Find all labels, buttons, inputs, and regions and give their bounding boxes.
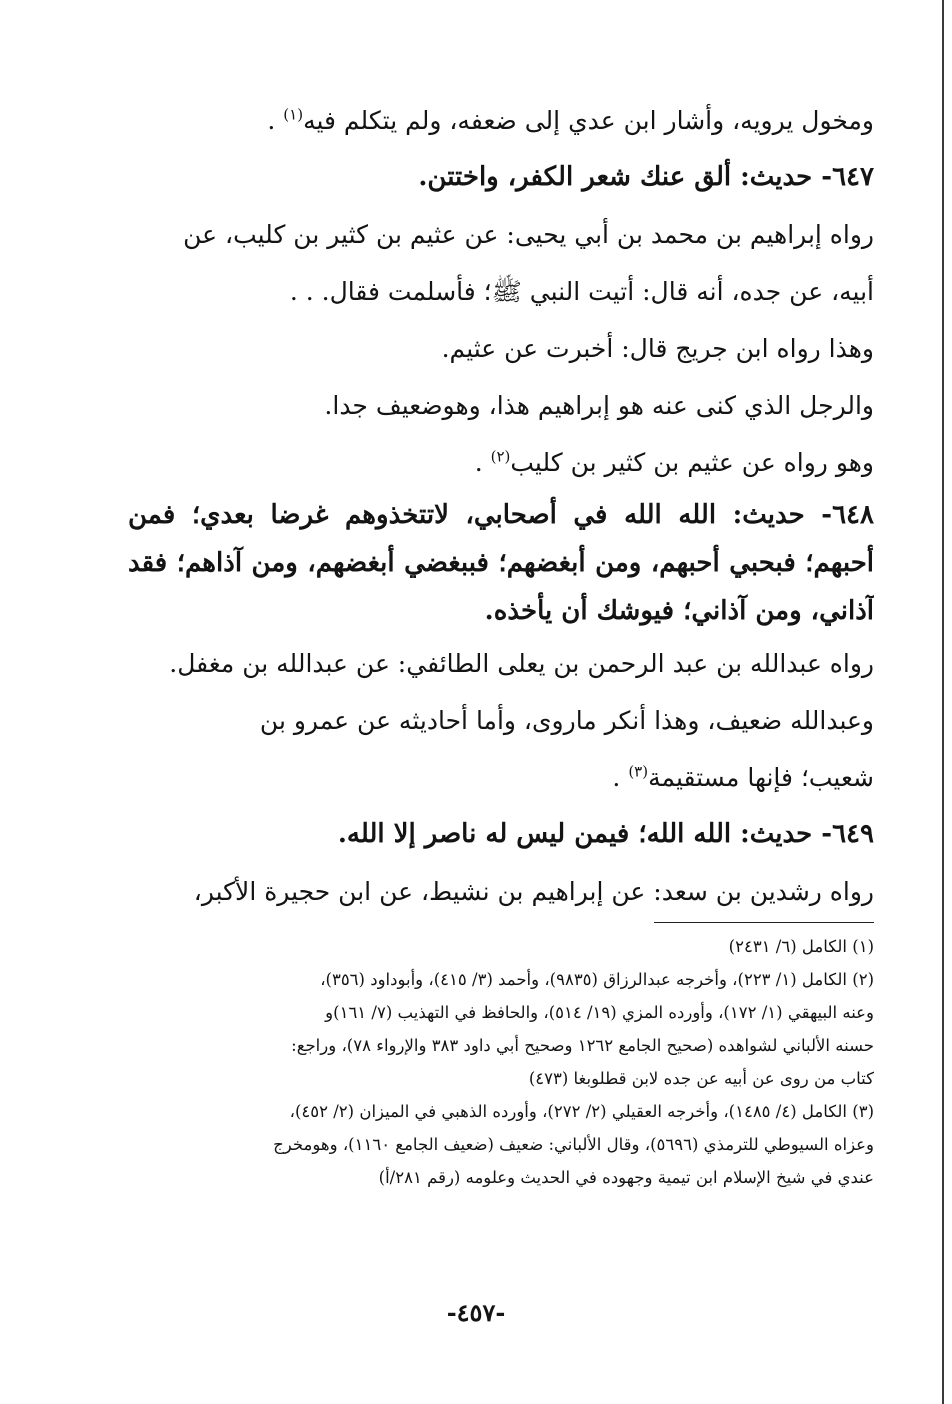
hadith-heading-647: ٦٤٧- حديث: ألق عنك شعر الكفر، واختتن. bbox=[418, 162, 874, 192]
paragraph-647-1b: أبيه، عن جده، أنه قال: أتيت النبي ﷺ؛ فأسلمت فقال. . . bbox=[289, 277, 874, 306]
main-text bbox=[128, 92, 874, 920]
footnote-3-line-3: عندي في شيخ الإسلام ابن تيمية وجهوده في الحديث وعلومه (رقم ٢٨١/أ) bbox=[378, 1168, 874, 1187]
footnote-ref-1: (١) bbox=[283, 105, 304, 124]
footnote-2-line-1: (٢) الكامل (١/ ٢٢٣)، وأخرجه عبدالرزاق (٩٨٣٥)، وأحمد (٣/ ٤١٥)، وأبوداود (٣٥٦)، bbox=[320, 970, 874, 989]
paragraph-649-1: رواه رشدين بن سعد: عن إبراهيم بن نشيط، عن ابن حجيرة الأكبر، bbox=[193, 877, 874, 906]
p648-2b-text: شعيب؛ فإنها مستقيمة bbox=[648, 763, 874, 792]
paragraph-648-2b bbox=[128, 749, 874, 806]
paragraph-intro bbox=[128, 92, 874, 149]
intro-end: . bbox=[267, 106, 284, 135]
p647-4-text: وهو رواه عن عثيم بن كثير بن كليب bbox=[510, 448, 874, 477]
paragraph-647-3: والرجل الذي كنى عنه هو إبراهيم هذا، وهوضعيف جدا. bbox=[324, 391, 874, 420]
intro-text: ومخول يرويه، وأشار ابن عدي إلى ضعفه، ولم يتكلم فيه bbox=[303, 106, 874, 135]
footnotes bbox=[128, 930, 874, 1194]
hadith-heading-649: ٦٤٩- حديث: الله الله؛ فيمن ليس له ناصر إلا الله. bbox=[337, 819, 874, 849]
paragraph-647-2: وهذا رواه ابن جريج قال: أخبرت عن عثيم. bbox=[441, 334, 874, 363]
footnote-separator bbox=[654, 922, 874, 923]
paragraph-647-4 bbox=[128, 434, 874, 491]
footnote-2-line-3: حسنه الألباني لشواهده (صحيح الجامع ١٢٦٢ وصحيح أبي داود ٣٨٣ والإرواء ٧٨)، وراجع: bbox=[291, 1036, 874, 1055]
footnote-ref-3: (٣) bbox=[628, 762, 649, 781]
p647-4-end: . bbox=[474, 448, 491, 477]
p648-2b-end: . bbox=[612, 763, 629, 792]
page-number: -٤٥٧- bbox=[446, 1298, 506, 1327]
hadith-heading-648: ٦٤٨- حديث: الله الله في أصحابي، لاتتخذوهم غرضا بعدي؛ فمن أحبهم؛ فبحبي أحبهم، ومن أبغضهم؛ فببغضي أبغضهم، ومن آذاهم؛ فقد آذاني، ومن آذاني؛ فيوشك أن يأخذه. bbox=[128, 500, 874, 626]
footnote-1: (١) الكامل (٦/ ٢٤٣١) bbox=[728, 937, 874, 956]
footnote-2-line-4: كتاب من روى عن أبيه عن جده لابن قطلوبغا (٤٧٣) bbox=[528, 1069, 874, 1088]
paragraph-648-2a: وعبدالله ضعيف، وهذا أنكر ماروى، وأما أحاديثه عن عمرو بن bbox=[259, 706, 874, 735]
paragraph-647-1a: رواه إبراهيم بن محمد بن أبي يحيى: عن عثيم بن كثير بن كليب، عن bbox=[183, 220, 874, 249]
footnote-3-line-2: وعزاه السيوطي للترمذي (٥٦٩٦)، وقال الألباني: ضعيف (ضعيف الجامع ١١٦٠)، وهومخرج bbox=[273, 1135, 874, 1154]
page-edge-line bbox=[942, 0, 944, 1404]
footnote-2-line-2: وعنه البيهقي (١/ ١٧٢)، وأورده المزي (١٩/ ٥١٤)، والحافظ في التهذيب (٧/ ١٦١)و bbox=[325, 1003, 874, 1022]
footnote-3-line-1: (٣) الكامل (٤/ ١٤٨٥)، وأخرجه العقيلي (٢/ ٢٧٢)، وأورده الذهبي في الميزان (٢/ ٤٥٢)، bbox=[289, 1102, 874, 1121]
paragraph-648-1: رواه عبدالله بن عبد الرحمن بن يعلى الطائفي: عن عبدالله بن مغفل. bbox=[169, 649, 874, 678]
footnote-ref-2: (٢) bbox=[490, 447, 511, 466]
